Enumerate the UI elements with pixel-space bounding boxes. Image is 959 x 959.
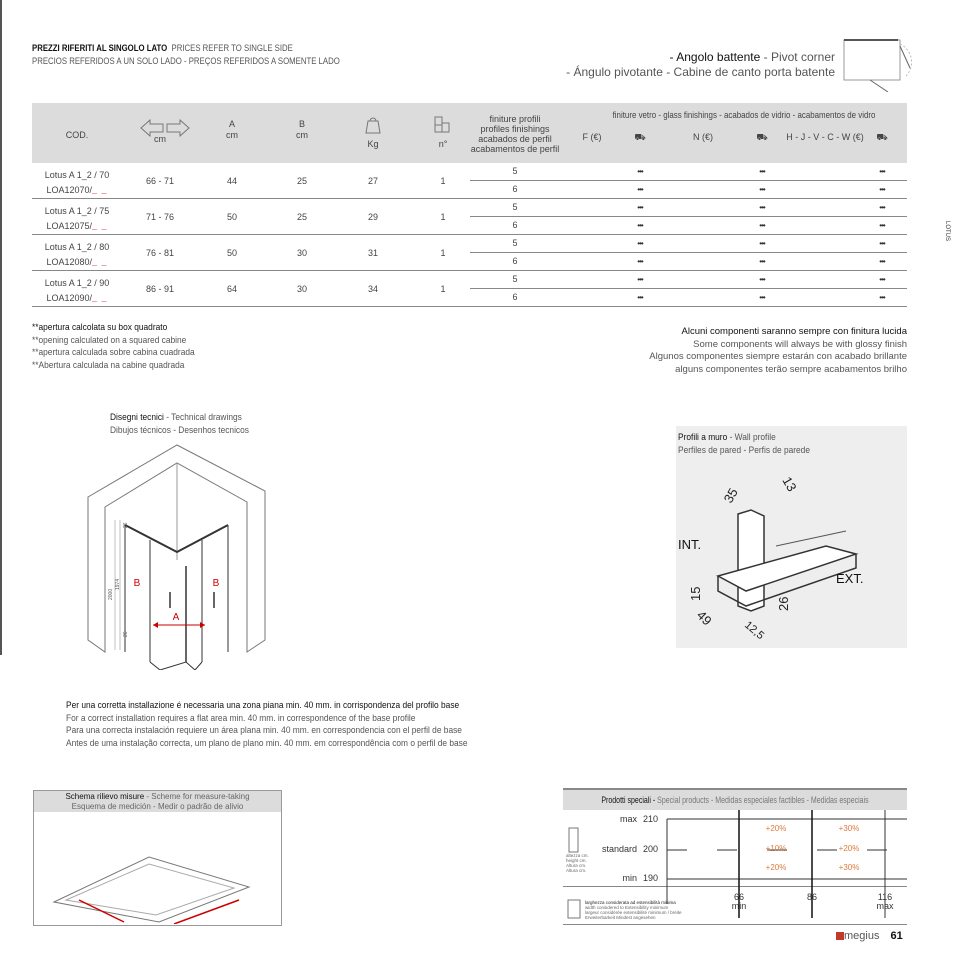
pct-max-1: +20% — [765, 824, 787, 833]
measure-scheme-header — [34, 791, 281, 812]
finish-code: 5 — [512, 274, 518, 284]
product-code: LOA12075/ — [46, 221, 93, 231]
height-label-it: altezza cm. — [566, 853, 589, 858]
dim-a: 50 — [226, 248, 238, 258]
dim-b: 30 — [296, 248, 308, 258]
code-suffix: _ _ — [92, 257, 108, 267]
ext-label: EXT. — [836, 571, 864, 586]
price-value: ••• — [637, 185, 643, 194]
drawings-title-en: - Technical drawings — [163, 412, 242, 423]
code-suffix: _ _ — [92, 221, 108, 231]
prices-it: PREZZI RIFERITI AL SINGOLO LATO — [32, 43, 168, 54]
title-es-pt: - Ángulo pivotante - Cabine de canto porta batente — [566, 65, 835, 79]
finish-code: 5 — [512, 238, 518, 248]
dim-a: 64 — [226, 284, 238, 294]
special-products-table — [563, 788, 907, 925]
code-suffix: _ _ — [92, 293, 108, 303]
header-left — [32, 42, 340, 68]
width-tick-sub: max — [876, 901, 894, 911]
dimension-total: 2000 — [108, 588, 114, 600]
special-header — [563, 790, 907, 810]
product-name: Lotus A 1_2 / 80 — [44, 242, 110, 252]
height-row-value: 190 — [643, 873, 659, 883]
packages: 1 — [440, 248, 446, 258]
height-row-value: 210 — [643, 814, 659, 824]
weight: 34 — [367, 284, 379, 294]
price-value: ••• — [759, 293, 765, 302]
pct-std-2: +20% — [838, 844, 860, 853]
product-cell — [45, 240, 110, 270]
height-row-label: max — [619, 814, 637, 824]
width-tick-value: 66 — [733, 892, 745, 902]
table-row — [32, 271, 907, 307]
product-cell — [45, 204, 110, 234]
price-value: ••• — [879, 167, 885, 176]
width-range: 86 - 91 — [145, 284, 175, 294]
install-pt: Antes de uma instalação correcta, um plano de plano min. 40 mm. em correspondência com o perfil de base — [66, 737, 468, 749]
header-b: B — [298, 119, 306, 129]
price-value: ••• — [879, 221, 885, 230]
header-b-unit: cm — [296, 130, 308, 140]
install-en: For a correct installation requires a flat area min. 40 mm. in correspondence of the base profile — [66, 712, 416, 724]
price-value: ••• — [637, 239, 643, 248]
price-value: ••• — [879, 293, 885, 302]
product-code: LOA12070/ — [46, 185, 93, 195]
header-f: F (€) — [582, 132, 602, 142]
note-pt: **Abertura calculada na cabine quadrada — [32, 359, 185, 371]
notes-right — [649, 326, 907, 376]
wall-profile-title — [678, 432, 810, 457]
brand-logo-icon — [836, 932, 844, 940]
packages: 1 — [440, 176, 446, 186]
wall-profile-title-en: - Wall profile — [727, 432, 776, 443]
price-value: ••• — [759, 203, 765, 212]
special-header-text — [601, 790, 868, 810]
product-name: Lotus A 1_2 / 90 — [44, 278, 110, 288]
header-a: A — [228, 119, 236, 129]
price-value: ••• — [637, 221, 643, 230]
price-value: ••• — [759, 185, 765, 194]
height-label-es: Altura cm. — [566, 863, 587, 868]
header-n: N (€) — [693, 132, 713, 142]
dimension-b-left-label: B — [133, 578, 141, 589]
width-label-de: Erweiterbarkeit Mindest angesehen — [585, 915, 656, 920]
pct-std-1: +10% — [765, 844, 787, 853]
delivery-truck-icon: ⛟ — [756, 132, 768, 142]
header-cod: COD. — [65, 130, 89, 140]
dim-a: 44 — [226, 176, 238, 186]
width-tick — [732, 893, 747, 911]
title-en: - Pivot corner — [760, 50, 835, 64]
width-tick-value: 86 — [806, 892, 818, 902]
pivot-corner-icon — [840, 36, 912, 92]
measure-title-es-pt: Esquema de medición - Medir o padrão de alivio — [71, 802, 244, 811]
delivery-truck-icon: ⛟ — [634, 132, 646, 142]
special-title-rest: Special products - Medidas especiales factibles - Medidas especiais — [655, 795, 869, 805]
page-edge-line — [0, 0, 2, 655]
height-row-value: 200 — [643, 844, 659, 854]
wall-profile-title-es-pt: Perfiles de pared - Perfis de parede — [678, 444, 810, 456]
prices-en: PRICES REFER TO SINGLE SIDE — [171, 43, 293, 54]
install-it: Per una corretta installazione é necessaria una zona piana min. 40 mm. in corrispondenza del profilo base — [66, 700, 460, 711]
price-value: ••• — [879, 239, 885, 248]
note-right-pt: alguns componentes terão sempre acabamentos brilho — [675, 363, 907, 375]
note-right-it: Alcuni componenti saranno sempre con finitura lucida — [681, 326, 907, 337]
finish-code: 6 — [512, 220, 518, 230]
dimension-inner: 1974 — [115, 578, 121, 590]
price-value: ••• — [759, 239, 765, 248]
drawings-title-it: Disegni tecnici — [110, 412, 164, 423]
measure-title-en: - Scheme for measure-taking — [144, 792, 250, 801]
price-value: ••• — [879, 185, 885, 194]
height-row-label: standard — [601, 844, 637, 854]
weight-icon — [363, 115, 383, 135]
measure-title-it: Schema rilievo misure — [65, 792, 145, 801]
product-name: Lotus A 1_2 / 75 — [44, 206, 110, 216]
table-row — [32, 163, 907, 199]
width-tick — [876, 893, 893, 911]
wall-profile-drawing — [676, 466, 907, 646]
product-name: Lotus A 1_2 / 70 — [44, 170, 110, 180]
header-width: cm — [154, 134, 166, 144]
width-label-it: larghezza considerata ad estensibilità minima — [585, 900, 676, 905]
shower-technical-drawing — [80, 440, 270, 670]
special-title-it: Prodotti speciali - — [601, 795, 656, 805]
code-suffix: _ _ — [92, 185, 108, 195]
brand-name: megius — [844, 930, 880, 942]
int-label: INT. — [678, 537, 702, 552]
note-right-en: Some components will always be with glossy finish — [693, 338, 907, 350]
weight: 27 — [367, 176, 379, 186]
header-hjvcw: H - J - V - C - W (€) — [786, 132, 864, 142]
price-value: ••• — [879, 275, 885, 284]
table-row — [32, 199, 907, 235]
dim-26: 26 — [776, 596, 791, 611]
dimension-a-label: A — [172, 612, 180, 623]
width-tick-value: 116 — [877, 892, 893, 902]
height-row-label: min — [622, 873, 637, 883]
install-es: Para una correcta instalación requiere un área plana min. 40 mm. en correspondencia con el perfil de base — [66, 725, 462, 736]
title-it: - Angolo battente — [669, 50, 761, 64]
header-kg: Kg — [367, 139, 379, 149]
dim-a: 50 — [226, 212, 238, 222]
note-es: **apertura calculada sobre cabina cuadrada — [32, 347, 195, 358]
drawings-title-es-pt: Dibujos técnicos - Desenhos tecnicos — [110, 424, 249, 436]
dim-b: 25 — [296, 176, 308, 186]
width-range: 71 - 76 — [145, 212, 175, 222]
product-cell — [45, 276, 110, 306]
measure-scheme — [33, 790, 282, 926]
table-row — [32, 235, 907, 271]
installation-note — [66, 700, 468, 750]
pct-min-2: +30% — [838, 863, 860, 872]
notes-left — [32, 322, 195, 372]
weight: 29 — [367, 212, 379, 222]
profiles-es: acabados de perfil — [478, 134, 552, 144]
price-value: ••• — [759, 257, 765, 266]
width-tick-sub: min — [731, 901, 747, 911]
note-it: **apertura calcolata su box quadrato — [32, 322, 168, 333]
price-value: ••• — [637, 257, 643, 266]
height-labels — [566, 853, 589, 873]
finish-code: 5 — [512, 202, 518, 212]
header-a-unit: cm — [226, 130, 238, 140]
dim-b: 30 — [296, 284, 308, 294]
footer — [836, 930, 903, 942]
product-cell — [45, 168, 110, 198]
finish-code: 6 — [512, 256, 518, 266]
dim-b: 25 — [296, 212, 308, 222]
price-value: ••• — [637, 293, 643, 302]
price-value: ••• — [637, 167, 643, 176]
price-value: ••• — [759, 275, 765, 284]
note-right-es: Algunos componentes siempre estarán con acabado brillante — [649, 351, 907, 362]
dim-12-5: 12,5 — [742, 619, 767, 643]
profiles-it: finiture profili — [489, 114, 541, 124]
finish-code: 6 — [512, 292, 518, 302]
profiles-pt: acabamentos de perfil — [470, 144, 560, 154]
wall-profile-panel — [676, 426, 907, 648]
profiles-en: profiles finishings — [480, 124, 550, 134]
height-label-en: height cm. — [566, 858, 587, 863]
delivery-truck-icon: ⛟ — [876, 132, 888, 142]
dim-15: 15 — [688, 586, 703, 601]
width-label-en: width considered to Extensibility minimum — [585, 905, 669, 910]
dimension-bottom: 26 — [123, 631, 129, 637]
dim-13: 13 — [779, 474, 800, 495]
height-label-pt: Altura cm. — [566, 868, 587, 873]
shower-tray-drawing — [34, 812, 281, 924]
dimension-top: 26 — [123, 522, 129, 528]
width-labels — [585, 900, 682, 920]
packages: 1 — [440, 212, 446, 222]
header-glass: finiture vetro - glass finishings - acabados de vidrio - acabamentos de vidro — [612, 110, 876, 120]
header-profiles — [471, 114, 560, 154]
pct-min-1: +20% — [765, 863, 787, 872]
prices-es-pt: PRECIOS REFERIDOS A UN SOLO LADO - PREÇOS REFERIDOS A SOMENTE LADO — [32, 56, 340, 67]
dim-49: 49 — [693, 607, 715, 629]
price-value: ••• — [637, 275, 643, 284]
weight: 31 — [367, 248, 379, 258]
product-code: LOA12080/ — [46, 257, 93, 267]
packages-icon — [433, 115, 451, 135]
width-label-fr: largeur considérée extensibilité minimum / breite — [585, 910, 682, 915]
width-tick — [807, 893, 817, 902]
price-value: ••• — [759, 167, 765, 176]
header-title — [566, 50, 835, 80]
page-number: 61 — [890, 930, 903, 942]
drawings-title — [110, 412, 249, 437]
width-range: 76 - 81 — [145, 248, 175, 258]
price-value: ••• — [879, 257, 885, 266]
finish-code: 5 — [512, 166, 518, 176]
table-header — [32, 103, 907, 163]
side-label: LOTUS — [944, 220, 951, 242]
dimension-b-right-label: B — [212, 578, 220, 589]
finish-code: 6 — [512, 184, 518, 194]
header-pieces: n° — [438, 139, 448, 149]
pct-max-2: +30% — [838, 824, 860, 833]
dim-35: 35 — [720, 485, 741, 506]
price-value: ••• — [879, 203, 885, 212]
width-range: 66 - 71 — [145, 176, 175, 186]
product-code: LOA12090/ — [46, 293, 93, 303]
price-value: ••• — [759, 221, 765, 230]
wall-profile-title-it: Profili a muro — [678, 432, 728, 443]
note-en: **opening calculated on a squared cabine — [32, 334, 187, 346]
packages: 1 — [440, 284, 446, 294]
price-value: ••• — [637, 203, 643, 212]
